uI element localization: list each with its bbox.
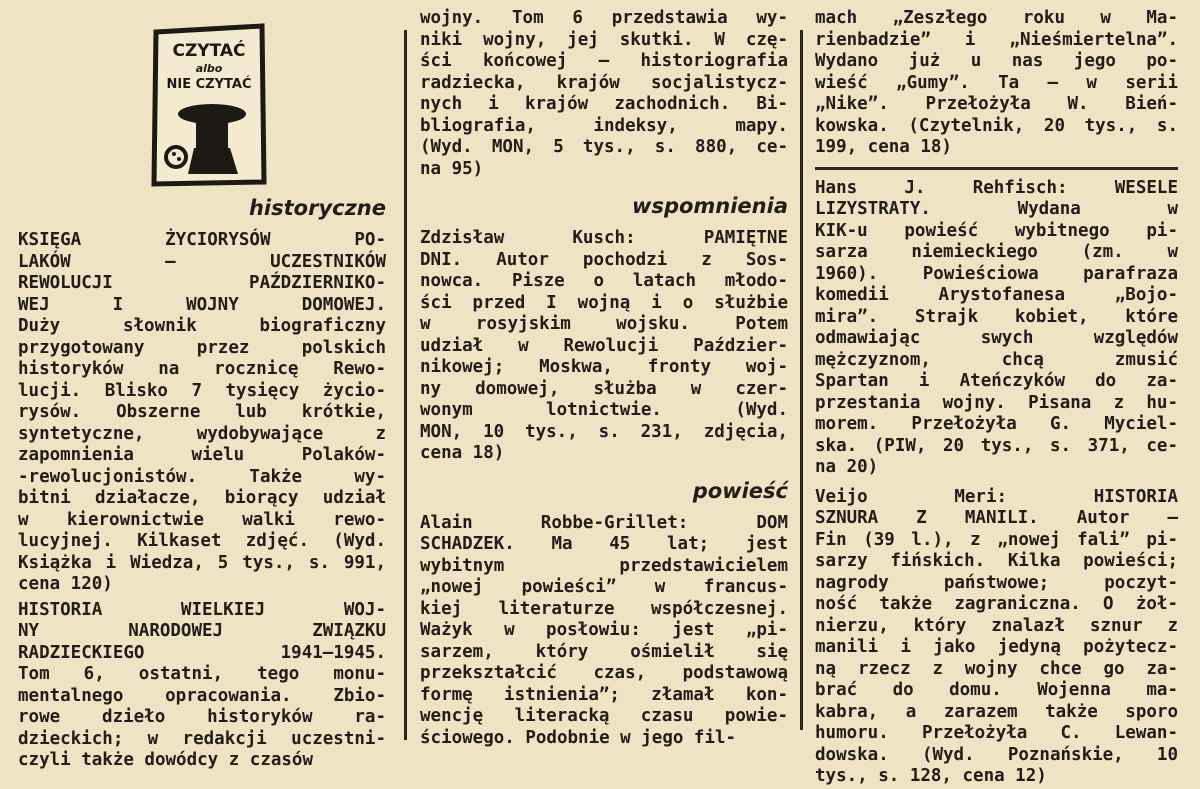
text-line: na 95)	[420, 158, 484, 179]
text-line: nowca. Pisze o latach młodo-	[420, 271, 788, 291]
text-line: cena 18)	[420, 443, 505, 463]
text-line: czyli także dowódcy z czasów	[18, 750, 314, 770]
text-line: formę istnienia”; złamał kon-	[420, 684, 788, 705]
logo-line3: NIE CZYTAĆ	[166, 77, 252, 92]
entry-historia-continued	[420, 8, 788, 180]
text-line: RADZIECKIEGO 1941—1945.	[18, 642, 386, 663]
entry-pamietne-dni	[420, 228, 788, 465]
text-line: SZNURA Z MANILI. Autor —	[815, 508, 1178, 528]
text-line: Veijo Meri: HISTORIA	[815, 486, 1178, 507]
text-line: LAKÓW — UCZESTNIKÓW	[18, 251, 386, 272]
text-line: kowska. (Czytelnik, 20 tys., s.	[815, 115, 1178, 136]
text-line: Fin (39 l.), z „nowej fali” pi-	[815, 529, 1178, 550]
text-line: wojny. Tom 6 przedstawia wy-	[420, 8, 788, 28]
text-line: wybitnym przedstawicielem	[420, 555, 788, 576]
section-heading-powiesc: powieść	[692, 478, 788, 503]
text-line: kiej literaturze współczesnej.	[420, 598, 788, 619]
entry-dom-schadzek	[420, 513, 788, 750]
entry-historia-wielkiej-wojny	[18, 600, 386, 772]
text-line: mira”. Strajk kobiet, które	[815, 306, 1178, 327]
text-line: przygotowany przez polskich	[18, 337, 386, 358]
text-line: morem. Przełożyła G. Myciel-	[815, 414, 1178, 434]
text-line: KIK-u powieść wybitnego pi-	[815, 220, 1178, 241]
text-line: HISTORIA WIELKIEJ WOJ-	[18, 599, 386, 620]
text-line: na 20)	[815, 457, 879, 477]
text-line: w kierownictwie walki rewo-	[18, 509, 386, 530]
section-heading-wspomnienia: wspomnienia	[632, 194, 788, 218]
text-line: sarza niemieckiego (zm. w	[815, 242, 1178, 262]
column-1	[18, 0, 386, 772]
text-line: LIZYSTRATY. Wydana w	[815, 199, 1178, 219]
text-line: wonym lotnictwie. (Wyd.	[420, 400, 788, 420]
text-line: mach „Zeszłego roku w Ma-	[815, 8, 1178, 28]
text-line: sarzem, który ośmielił się	[420, 641, 788, 662]
text-line: rysów. Obszerne lub krótkie,	[18, 402, 386, 422]
text-line: ska. (PIW, 20 tys., s. 371, ce-	[815, 435, 1178, 456]
text-line: dowska. (Wyd. Poznańskie, 10	[815, 744, 1178, 765]
text-line: Hans J. Rehfisch: WESELE	[815, 177, 1178, 198]
text-line: ści przed I wojną i o służbie	[420, 292, 788, 313]
text-line: humoru. Przełożyła C. Lewan-	[815, 723, 1178, 743]
text-line: ści końcowej — historiografia	[420, 51, 788, 71]
text-line: historyków na rocznicę Rewo-	[18, 359, 386, 379]
text-line: Wydano już u nas jego po-	[815, 51, 1178, 71]
text-line: REWOLUCJI PAŹDZIERNIKO-	[18, 273, 386, 293]
text-line: „Nike”. Przełożyła W. Bień-	[815, 94, 1178, 114]
entry-historia-sznura	[815, 487, 1178, 788]
text-line: manili i jako jedyną pożytecz-	[815, 637, 1178, 657]
logo-line1: CZYTAĆ	[172, 41, 246, 61]
text-line: wencję literacką czasu powie-	[420, 706, 788, 726]
text-line: (Wyd. MON, 5 tys., s. 880, ce-	[420, 137, 788, 157]
text-line: Alain Robbe-Grillet: DOM	[420, 512, 788, 533]
text-line: 199, cena 18)	[815, 137, 952, 157]
text-line: ność także zagraniczna. O żoł-	[815, 594, 1178, 614]
entry-dom-schadzek-continued	[815, 8, 1178, 159]
text-line: ną rzecz z wojny chce go za-	[815, 658, 1178, 679]
text-line: ny domowej, służba w czer-	[420, 378, 788, 399]
logo-line2: albo	[195, 62, 223, 75]
text-line: brać do domu. Wojenna ma-	[815, 680, 1178, 700]
text-line: Książka i Wiedza, 5 tys., s. 991,	[18, 552, 386, 573]
text-line: przekształcić czas, podstawową	[420, 663, 788, 683]
text-line: NY NARODOWEJ ZWIĄZKU	[18, 621, 386, 641]
text-line: udział w Rewolucji Paździer-	[420, 335, 788, 356]
text-line: ściowego. Podobnie w jego fil-	[420, 727, 737, 748]
entry-wesele-lizystraty	[815, 178, 1178, 479]
text-line: WEJ I WOJNY DOMOWEJ.	[18, 294, 386, 315]
text-line: -rewolucjonistów. Także wy-	[18, 466, 386, 487]
text-line: lucji. Blisko 7 tysięcy życio-	[18, 380, 386, 401]
text-line: radziecka, krajów socjalistycz-	[420, 72, 788, 93]
text-line: Tom 6, ostatni, tego monu-	[18, 664, 386, 684]
column-divider-right	[800, 30, 803, 730]
text-line: syntetyczne, wydobywające z	[18, 423, 386, 444]
text-line: nikowej; Moskwa, fronty woj-	[420, 357, 788, 377]
text-line: rowe dzieło historyków ra-	[18, 707, 386, 727]
text-line: 1960). Powieściowa parafraza	[815, 263, 1178, 284]
text-line: przestania wojny. Pisana z hu-	[815, 392, 1178, 413]
text-line: rienbadzie” i „Nieśmiertelna”.	[815, 29, 1178, 50]
text-line: kabra, a zarazem także sporo	[815, 701, 1178, 722]
text-line: nagrody państwowe; poczyt-	[815, 572, 1178, 593]
text-line: nierzu, który znalazł sznur z	[815, 615, 1178, 636]
text-line: Ważyk w posłowiu: jest „pi-	[420, 620, 788, 640]
text-line: MON, 10 tys., s. 231, zdjęcia,	[420, 421, 788, 442]
text-line: tys., s. 128, cena 12)	[815, 766, 1047, 786]
text-line: mentalnego opracowania. Zbio-	[18, 685, 386, 706]
text-line: bliografia, indeksy, mapy.	[420, 115, 788, 136]
column-divider-left	[404, 30, 407, 740]
text-line: odmawiając swych względów	[815, 328, 1178, 348]
text-line: komedii Arystofanesa „Bojo-	[815, 285, 1178, 305]
text-line: Zdzisław Kusch: PAMIĘTNE	[420, 228, 788, 248]
text-line: Duży słownik biograficzny	[18, 316, 386, 336]
text-line: DNI. Autor pochodzi z Sos-	[420, 249, 788, 270]
text-line: niki wojny, jej skutki. W czę-	[420, 29, 788, 50]
text-line: zapomnienia wielu Polaków-	[18, 445, 386, 465]
entry-ksiega-zyciorysow	[18, 230, 386, 596]
text-line: lucyjnej. Kilkaset zdjęć. (Wyd.	[18, 531, 386, 551]
text-line: mężczyznom, chcą zmusić	[815, 349, 1178, 370]
text-line: Spartan i Ateńczyków do za-	[815, 371, 1178, 391]
text-line: sarzy fińskich. Kilka powieści;	[815, 551, 1178, 571]
text-line: „nowej powieści” w francus-	[420, 577, 788, 597]
text-line: dzieckich; w redakcji uczestni-	[18, 728, 386, 749]
text-line: w rosyjskim wojsku. Potem	[420, 314, 788, 334]
text-line: cena 120)	[18, 574, 113, 594]
entry-separator	[815, 167, 1178, 170]
text-line: nych i krajów zachodnich. Bi-	[420, 94, 788, 114]
column-2	[420, 0, 788, 749]
column-3	[815, 0, 1178, 788]
text-line: SCHADZEK. Ma 45 lat; jest	[420, 534, 788, 554]
text-line: wieść „Gumy”. Ta — w serii	[815, 72, 1178, 93]
text-line: KSIĘGA ŻYCIORYSÓW PO-	[18, 230, 386, 250]
section-heading-historyczne: historyczne	[248, 196, 386, 220]
text-line: bitni działacze, biorący udział	[18, 488, 386, 508]
